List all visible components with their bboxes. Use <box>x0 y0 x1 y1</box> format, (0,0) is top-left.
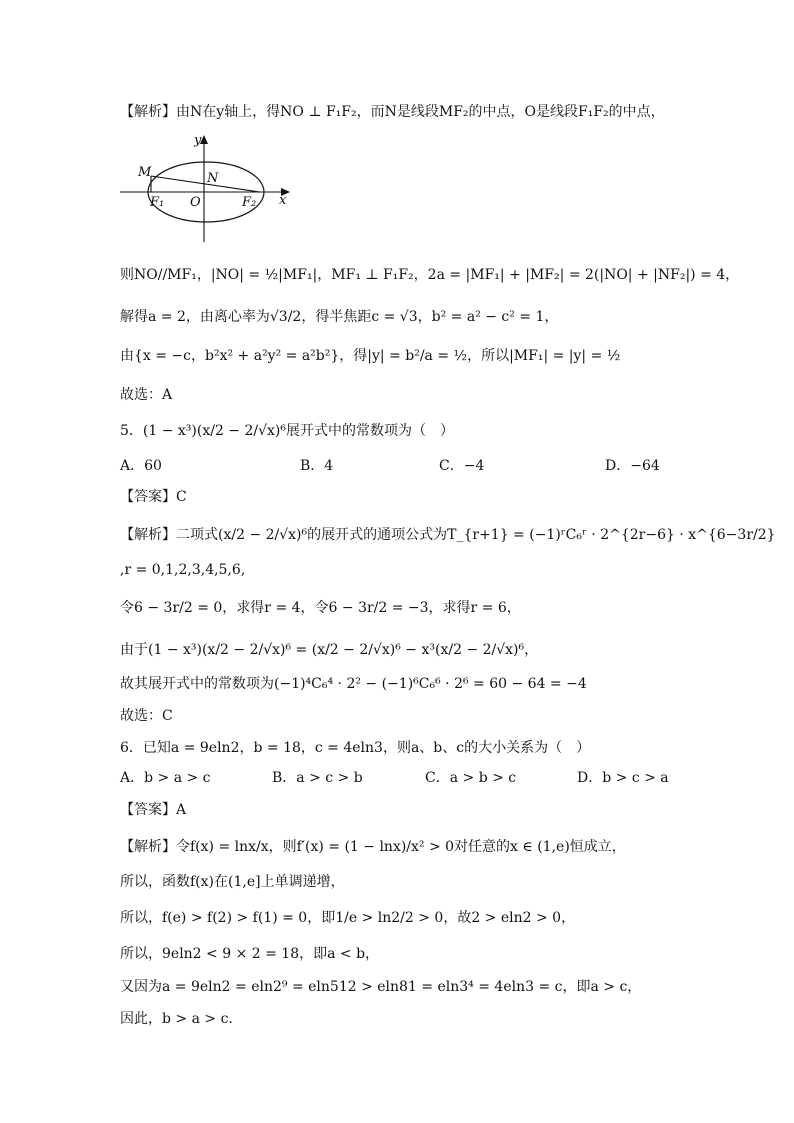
question-6-answer: 【答案】A <box>120 802 187 818</box>
solution-6-line-3: 所以，f(e) > f(2) > f(1) = 0，即1/e > ln2/2 > 0，故2 > eln2 > 0， <box>120 910 576 926</box>
label-n: N <box>207 171 219 186</box>
solution-4-choice: 故选：A <box>120 387 173 403</box>
question-6-options <box>120 767 680 789</box>
question-5-options <box>120 455 680 477</box>
solution-6-line-1: 【解析】令f(x) = lnx/x，则f′(x) = (1 − lnx)/x² > 0对任意的x ∈ (1,e)恒成立， <box>120 839 626 855</box>
solution-5-line-4: 由于(1 − x³)(x/2 − 2/√x)⁶ = (x/2 − 2/√x)⁶ − x³(x/2 − 2/√x)⁶， <box>120 642 539 658</box>
q5-option-b: B．4 <box>300 458 334 474</box>
q6-option-c: C．a > b > c <box>425 770 517 786</box>
question-5-stem: 5．(1 − x³)(x/2 − 2/√x)⁶展开式中的常数项为（ ） <box>120 423 455 439</box>
solution-5-line-2: ,r = 0,1,2,3,4,5,6, <box>120 562 246 578</box>
label-o: O <box>190 195 201 210</box>
solution-5-line-5: 故其展开式中的常数项为(−1)⁴C₆⁴ · 2² − (−1)⁶C₆⁶ · 2⁶ = 60 − 64 = −4 <box>120 676 587 692</box>
solution-5-choice: 故选：C <box>120 708 173 724</box>
solution-4-line-2: 则NO//MF₁，|NO| = ½|MF₁|，MF₁ ⊥ F₁F₂，2a = |MF₁| + |MF₂| = 2(|NO| + |NF₂|) = 4， <box>120 267 740 283</box>
q5-option-c: C．−4 <box>439 458 485 474</box>
label-y: y <box>194 133 202 148</box>
solution-5-line-3: 令6 − 3r/2 = 0，求得r = 4，令6 − 3r/2 = −3，求得r = 6， <box>120 600 521 616</box>
label-f2: F₂ <box>242 195 257 210</box>
solution-5-line-1: 【解析】二项式(x/2 − 2/√x)⁶的展开式的通项公式为T_{r+1} = (−1)ʳC₆ʳ · 2^{2r−6} · x^{6−3r/2} <box>120 527 776 543</box>
ellipse-diagram <box>118 132 298 246</box>
question-6-stem: 6．已知a = 9eln2，b = 18，c = 4eln3，则a、b、c的大小关系为（ ） <box>120 740 591 756</box>
q5-option-a: A．60 <box>120 458 162 474</box>
solution-4-line-4: 由{x = −c，b²x² + a²y² = a²b²}，得|y| = b²/a = ½，所以|MF₁| = |y| = ½ <box>120 348 621 364</box>
solution-6-line-4: 所以，9eln2 < 9 × 2 = 18，即a < b， <box>120 946 380 962</box>
q5-option-d: D．−64 <box>605 458 660 474</box>
label-x: x <box>279 193 287 208</box>
q6-option-d: D．b > c > a <box>577 770 669 786</box>
solution-6-line-2: 所以，函数f(x)在(1,e]上单调递增， <box>120 874 345 890</box>
label-f1: F₁ <box>150 195 165 210</box>
solution-6-line-5: 又因为a = 9eln2 = eln2⁹ = eln512 > eln81 = eln3⁴ = 4eln3 = c，即a > c， <box>120 979 642 995</box>
solution-4-line-1: 【解析】由N在y轴上，得NO ⊥ F₁F₂，而N是线段MF₂的中点，O是线段F₁F₂的中点， <box>120 104 665 120</box>
question-5-answer: 【答案】C <box>120 489 187 505</box>
segment-mf2 <box>151 176 260 192</box>
solution-4-line-3: 解得a = 2，由离心率为√3/2，得半焦距c = √3，b² = a² − c² = 1， <box>120 309 559 325</box>
q6-option-a: A．b > a > c <box>120 770 211 786</box>
label-m: M <box>138 165 152 180</box>
q6-option-b: B．a > c > b <box>272 770 363 786</box>
solution-6-conclusion: 因此，b > a > c. <box>120 1011 233 1027</box>
